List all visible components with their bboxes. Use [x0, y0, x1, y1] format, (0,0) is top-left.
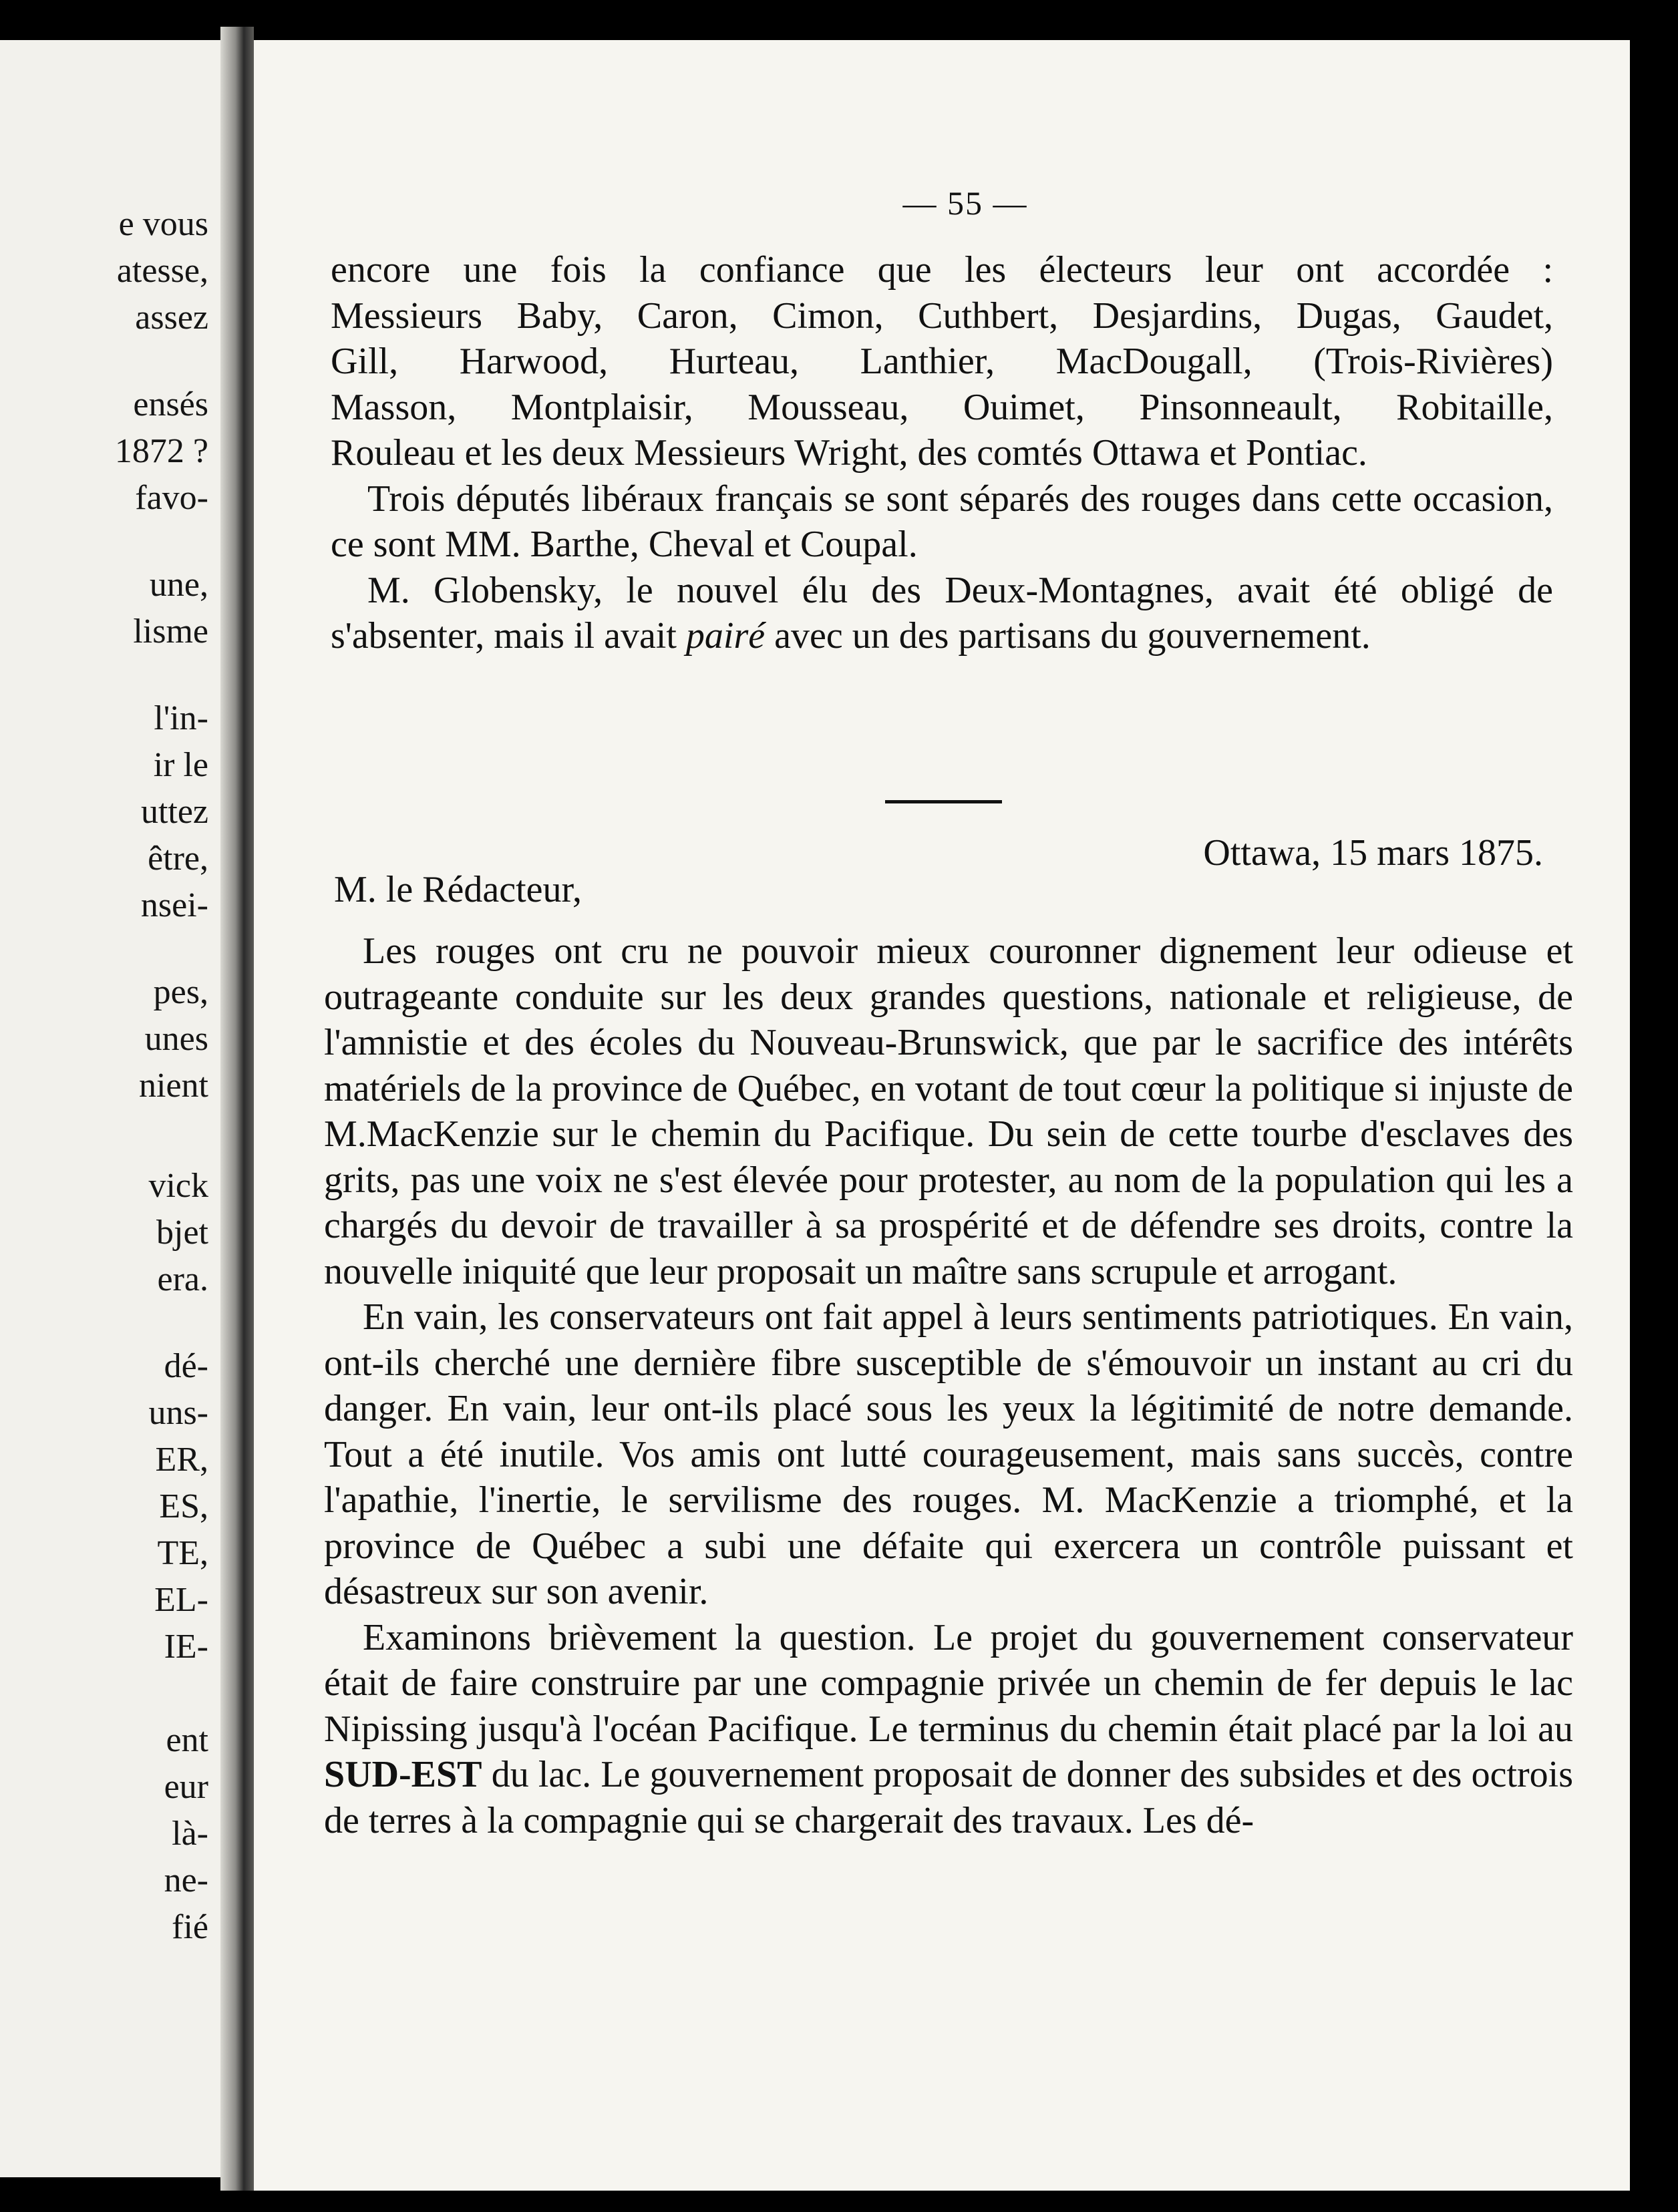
text-run: du lac. Le gouvernement proposait de donner des subsides et des octrois de terres à la compagnie qui se chargerait des travaux. Les dé- [324, 1754, 1573, 1841]
facing-page-text-fragment: eur [164, 1768, 208, 1806]
facing-page-text-fragment: uns- [148, 1394, 208, 1432]
paragraph-liberal-deputies: Trois députés libéraux français se sont séparés des rouges dans cette occasion, ce sont MM. Barthe, Cheval et Coupal. [331, 478, 1553, 565]
facing-page-text-fragment: ES, [159, 1487, 208, 1525]
salutation: M. le Rédacteur, [334, 869, 582, 910]
letter-date: Ottawa, 15 mars 1875. [1203, 832, 1543, 874]
text-run: M. Globensky, le nouvel élu des Deux-Montagnes, avait été obligé de s'absenter, mais il avait [331, 569, 1553, 657]
facing-page-text-fragment: dé- [164, 1347, 208, 1385]
facing-page-text-fragment: vick [148, 1167, 208, 1205]
italic-word: pairé [685, 615, 766, 657]
facing-page-text-fragment: favo- [135, 479, 208, 517]
facing-page-text-fragment: ir le [153, 746, 208, 784]
paragraph-globensky [331, 568, 1553, 659]
text-line: encore une fois la confiance que les électeurs leur ont accordée : [331, 249, 1553, 291]
text-line: Gill, Harwood, Hurteau, Lanthier, MacDougall, (Trois-Rivières) [331, 341, 1553, 382]
facing-page-text-fragment: uttez [140, 793, 208, 831]
text-block-top [331, 247, 1553, 659]
book-page [254, 40, 1630, 2191]
text-run: Examinons brièvement la question. Le projet du gouvernement conservateur était de faire construire par une compagnie privée un chemin de fer depuis le lac Nipissing jusqu'à l'océan Pacifique. Le terminus du chemin était placé par la loi au [324, 1616, 1573, 1750]
voter-list-paragraph [331, 247, 1553, 476]
facing-page-text-fragment: pes, [153, 973, 208, 1011]
text-line: Masson, Montplaisir, Mousseau, Ouimet, Pinsonneault, Robitaille, [331, 386, 1553, 428]
facing-page-text-fragment: nient [139, 1067, 208, 1105]
facing-page-text-fragment: bjet [156, 1214, 208, 1252]
facing-page-text-fragment: là- [172, 1815, 208, 1853]
facing-page-text-fragment: unes [144, 1020, 208, 1058]
small-caps-word: SUD-EST [324, 1754, 482, 1795]
facing-page-text-fragment: e vous [118, 205, 208, 243]
text-line: Rouleau et les deux Messieurs Wright, des comtés Ottawa et Pontiac. [331, 432, 1367, 474]
facing-page-text-fragment: être, [148, 840, 208, 878]
facing-page-text-fragment: ne- [164, 1861, 208, 1899]
facing-page-text-fragment: nsei- [140, 886, 208, 924]
facing-page-text-fragment: IE- [164, 1628, 208, 1666]
book-gutter [220, 27, 254, 2191]
facing-page-text-fragment: era. [157, 1260, 208, 1298]
facing-page-text-fragment: une, [149, 566, 208, 604]
section-divider [885, 800, 1002, 803]
paragraph-examinons [324, 1615, 1573, 1844]
scan-edge [1630, 27, 1678, 2197]
paragraph-en-vain: En vain, les conservateurs ont fait appel à leurs sentiments patriotiques. En vain, ont-ils cherché une dernière fibre susceptible de s'émouvoir un instant au cri du danger. En vain, leur ont-ils placé sous les yeux la légitimité de notre demande. Tout a été inutile. Vos amis ont lutté courageusement, mais sans succès, contre l'apathie, l'inertie, le servilisme des rouges. M. MacKenzie a triomphé, et la province de Québec a subi une défaite qui exercera un contrôle puissant et désastreux sur son avenir. [324, 1296, 1573, 1612]
facing-page-text-fragment: fié [172, 1908, 208, 1946]
facing-page-text-fragment: ensés [133, 385, 208, 423]
facing-page-text-fragment: ent [166, 1721, 208, 1759]
letter-body [324, 928, 1573, 1843]
text-line: Messieurs Baby, Caron, Cimon, Cuthbert, Desjardins, Dugas, Gaudet, [331, 295, 1553, 337]
facing-page-text-fragment: lisme [133, 612, 208, 651]
facing-page-fragment [0, 40, 220, 2177]
facing-page-text-fragment: ER, [155, 1441, 208, 1479]
facing-page-text-fragment: 1872 ? [114, 432, 208, 470]
page-number: — 55 — [902, 184, 1028, 222]
facing-page-text-fragment: EL- [154, 1581, 208, 1619]
facing-page-text-fragment: l'in- [154, 699, 208, 737]
facing-page-text-fragment: atesse, [116, 252, 208, 290]
paragraph-rouges: Les rouges ont cru ne pouvoir mieux couronner dignement leur odieuse et outrageante conduite sur les deux grandes questions, nationale et religieuse, de l'amnistie et des écoles du Nouveau-Brunswick, que par le sacrifice des intérêts matériels de la province de Québec, en votant de tout cœur la politique si injuste de M.MacKenzie sur le chemin du Pacifique. Du sein de cette tourbe d'esclaves des grits, pas une voix ne s'est élevée pour protester, au nom de la population qui les a chargés du devoir de travailler à sa prospérité et de défendre ses droits, contre la nouvelle iniquité que leur proposait un maître sans scrupule et arrogant. [324, 930, 1573, 1292]
text-run: avec un des partisans du gouvernement. [765, 615, 1371, 657]
facing-page-text-fragment: assez [135, 299, 208, 337]
facing-page-text-fragment: TE, [157, 1534, 208, 1572]
